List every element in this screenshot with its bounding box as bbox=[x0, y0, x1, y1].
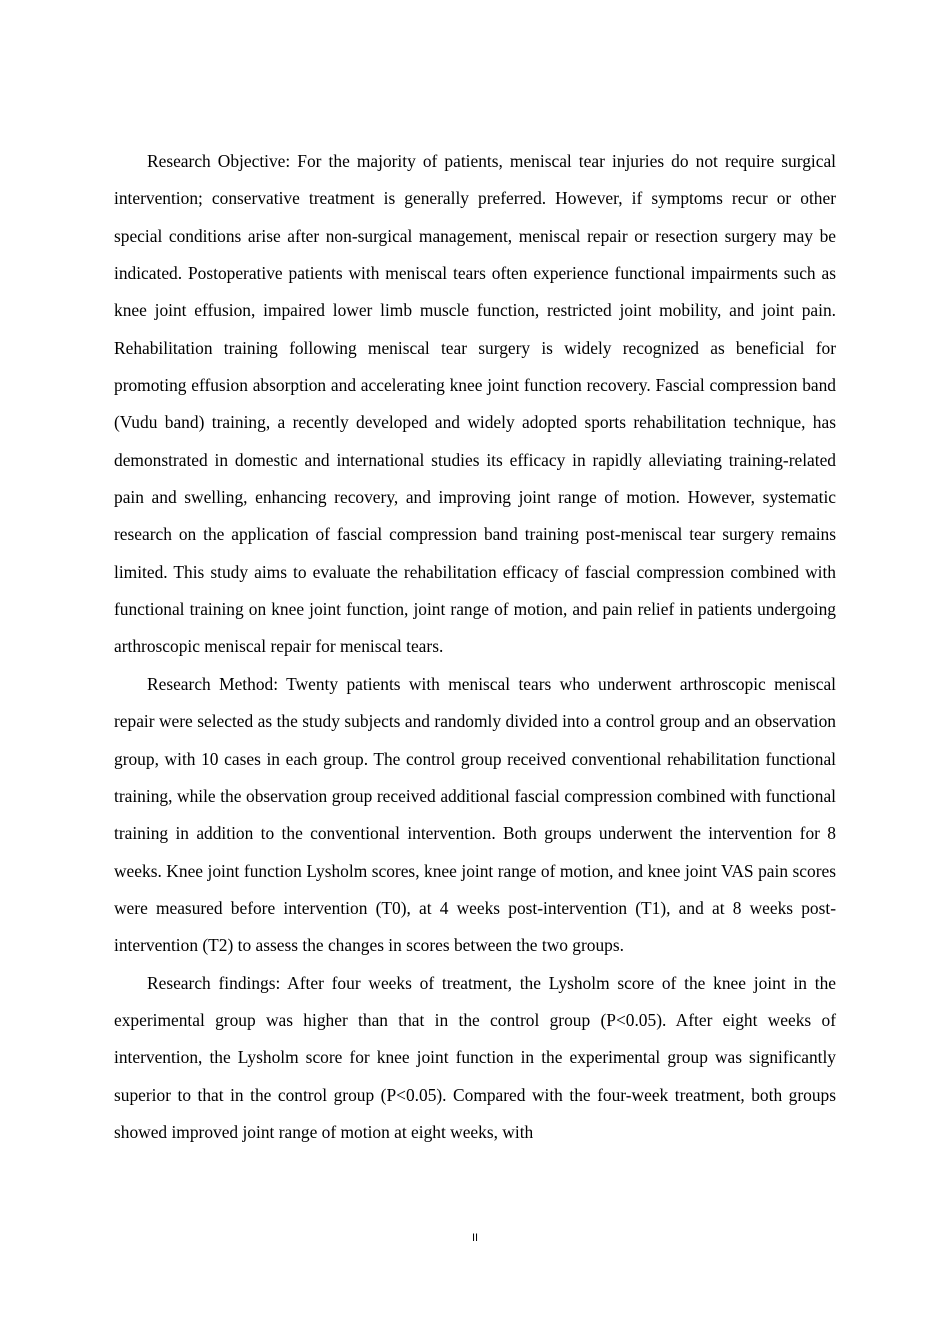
paragraph-research-method: Research Method: Twenty patients with meniscal tears who underwent arthroscopic meniscal repair were selected as the study subjects and randomly divided into a control group and an observation group, with 10 cases in each group. The control group received conventional rehabilitation functional training, while the observation group received additional fascial compression combined with functional training in addition to the conventional intervention. Both groups underwent the intervention for 8 weeks. Knee joint function Lysholm scores, knee joint range of motion, and knee joint VAS pain scores were measured before intervention (T0), at 4 weeks post-intervention (T1), and at 8 weeks post-intervention (T2) to assess the changes in scores between the two groups. bbox=[114, 673, 836, 956]
paragraph-research-findings: Research findings: After four weeks of treatment, the Lysholm score of the knee joint in the experimental group was higher than that in the control group (P<0.05). After eight weeks of intervention, the Lysholm score for knee joint function in the experimental group was significantly superior to that in the control group (P<0.05). Compared with the four-week treatment, both groups showed improved joint range of motion at eight weeks, with bbox=[114, 972, 836, 1142]
page-number: II bbox=[471, 1232, 479, 1244]
abstract-body bbox=[114, 143, 836, 1151]
paragraph-research-objective: Research Objective: For the majority of patients, meniscal tear injuries do not require surgical intervention; conservative treatment is generally preferred. However, if symptoms recur or other special conditions arise after non-surgical management, meniscal repair or resection surgery may be indicated. Postoperative patients with meniscal tears often experience functional impairments such as knee joint effusion, impaired lower limb muscle function, restricted joint mobility, and joint pain. Rehabilitation training following meniscal tear surgery is widely recognized as beneficial for promoting effusion absorption and accelerating knee joint function recovery. Fascial compression band (Vudu band) training, a recently developed and widely adopted sports rehabilitation technique, has demonstrated in domestic and international studies its efficacy in rapidly alleviating training-related pain and swelling, enhancing recovery, and improving joint range of motion. However, systematic research on the application of fascial compression band training post-meniscal tear surgery remains limited. This study aims to evaluate the rehabilitation efficacy of fascial compression combined with functional training on knee joint function, joint range of motion, and pain relief in patients undergoing arthroscopic meniscal repair for meniscal tears. bbox=[114, 151, 836, 657]
